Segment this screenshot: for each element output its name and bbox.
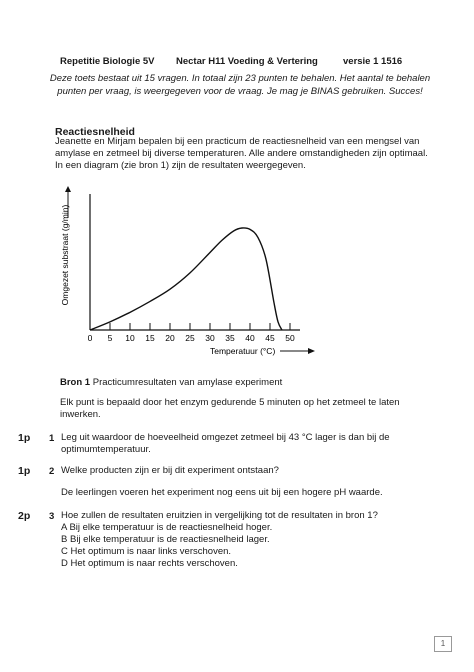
option-text: Het optimum is naar rechts verschoven. xyxy=(70,558,238,569)
source-note-1: Elk punt is bepaald door het enzym gedurende 5 minuten op het zetmeel te laten xyxy=(60,397,400,408)
source-label: Bron 1 xyxy=(60,377,91,388)
question-3-line-1: Hoe zullen de resultaten eruitzien in vergelijking tot de resultaten in bron 1? xyxy=(61,510,378,521)
option-c[interactable] xyxy=(61,546,272,558)
option-b[interactable] xyxy=(61,534,272,546)
reaction-rate-chart xyxy=(50,182,320,362)
question-3-points: 2p xyxy=(18,510,31,522)
question-2-followup: De leerlingen voeren het experiment nog eens uit bij een hogere pH waarde. xyxy=(61,487,383,498)
option-letter: B xyxy=(61,534,68,545)
x-tick-label: 20 xyxy=(165,333,175,343)
header-chapter: Nectar H11 Voeding & Vertering xyxy=(176,56,318,67)
option-d[interactable] xyxy=(61,558,272,570)
y-axis-label: Omgezet substraat (g/min) xyxy=(60,204,70,306)
x-tick-label: 45 xyxy=(265,333,275,343)
header-subject: Repetitie Biologie 5V xyxy=(60,56,155,67)
y-axis-arrow-head xyxy=(65,186,71,192)
option-a[interactable] xyxy=(61,522,272,534)
question-2-line-1: Welke producten zijn er bij dit experiment ontstaan? xyxy=(61,465,279,476)
x-tick-label: 40 xyxy=(245,333,255,343)
x-tick-label: 25 xyxy=(185,333,195,343)
question-1-line-1: Leg uit waardoor de hoeveelheid omgezet zetmeel bij 43 °C lager is dan bij de xyxy=(61,432,390,443)
x-tick-label: 30 xyxy=(205,333,215,343)
section-text: Jeanette en Mirjam bepalen bij een practicum de reactiesnelheid van een mengsel van amylase en zetmeel bij diverse temperaturen. Alle andere omstandigheden zijn optimaal. In een diagram (zie bron 1) zijn de resultaten weergegeven. xyxy=(55,136,428,171)
option-letter: C xyxy=(61,546,68,557)
page-number: 1 xyxy=(434,636,452,652)
x-axis-arrow-head xyxy=(308,348,315,354)
option-letter: D xyxy=(61,558,68,569)
test-intro: Deze toets bestaat uit 15 vragen. In totaal zijn 23 punten te behalen. Het aantal te behalen punten per vraag, is weergegeven voor de vraag. Je mag je BINAS gebruiken. Succes! xyxy=(49,73,431,97)
source-caption-row xyxy=(60,377,282,388)
option-text: Het optimum is naar links verschoven. xyxy=(70,546,232,557)
question-1-number: 1 xyxy=(49,433,55,444)
option-letter: A xyxy=(61,522,67,533)
question-2-points: 1p xyxy=(18,465,31,477)
option-text: Bij elke temperatuur is de reactiesnelheid lager. xyxy=(69,534,270,545)
x-tick-label: 35 xyxy=(225,333,235,343)
x-tick-label: 50 xyxy=(285,333,295,343)
question-1-points: 1p xyxy=(18,432,31,444)
x-tick-label: 5 xyxy=(107,333,113,343)
question-2-number: 2 xyxy=(49,466,55,477)
x-tick-label: 0 xyxy=(87,333,93,343)
section-title: Reactiesnelheid xyxy=(55,126,135,138)
x-tick-label: 10 xyxy=(125,333,135,343)
series-line xyxy=(90,228,282,330)
x-axis-label: Temperatuur (°C) xyxy=(210,346,276,356)
header-version: versie 1 1516 xyxy=(343,56,403,67)
question-1-line-2: optimumtemperatuur. xyxy=(61,444,151,455)
question-3-options xyxy=(61,522,272,570)
option-text: Bij elke temperatuur is de reactiesnelheid hoger. xyxy=(69,522,273,533)
x-tick-label: 15 xyxy=(145,333,155,343)
question-3-number: 3 xyxy=(49,511,55,522)
source-caption: Practicumresultaten van amylase experiment xyxy=(92,377,283,388)
source-note-2: inwerken. xyxy=(60,409,101,420)
